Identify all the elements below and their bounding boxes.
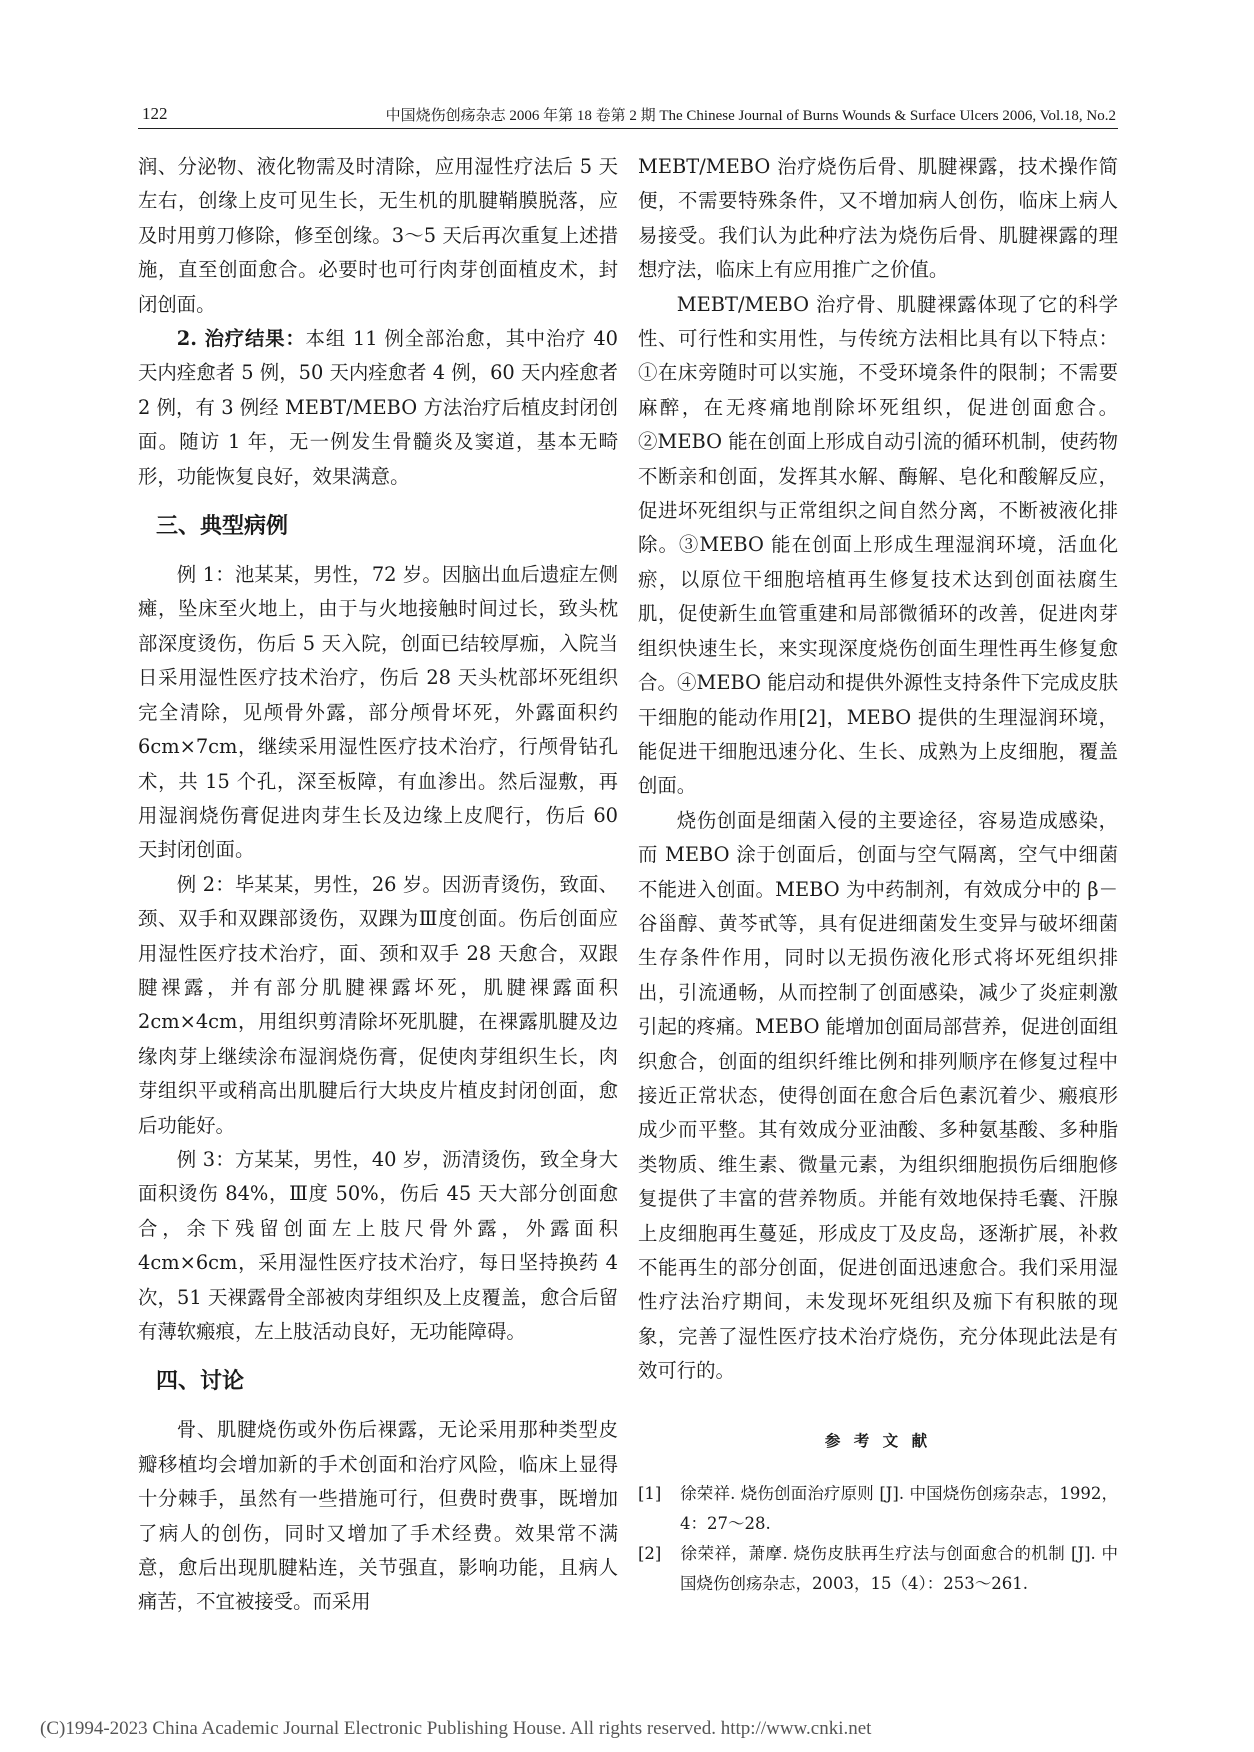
- copyright-footer: (C)1994-2023 China Academic Journal Electronic Publishing House. All rights reserved. http://www.cnki.net: [40, 1718, 872, 1739]
- running-header: 中国烧伤创疡杂志 2006 年第 18 卷第 2 期 The Chinese Journal of Burns Wounds & Surface Ulcers 2006, Vol.18, No.2: [385, 108, 1116, 124]
- reference-2-number: [2]: [638, 1543, 662, 1563]
- section-heading-cases: 三、典型病例: [156, 514, 289, 540]
- paragraph-method-continued: 润、分泌物、液化物需及时清除，应用湿性疗法后 5 天左右，创缘上皮可见生长，无生机的肌腱鞘膜脱落，应及时用剪刀修除，修至创缘。3～5 天后再次重复上述措施，直至创面愈合。必要时也可行肉芽创面植皮术，封闭创面。: [138, 155, 618, 316]
- results-label: 2. 治疗结果：: [176, 327, 306, 351]
- reference-2: [638, 1539, 1118, 1599]
- section-heading-discussion: 四、讨论: [156, 1369, 245, 1395]
- discussion-paragraph-1: 骨、肌腱烧伤或外伤后裸露，无论采用那种类型皮瓣移植均会增加新的手术创面和治疗风险，临床上显得十分棘手，虽然有一些措施可行，但费时费事，既增加了病人的创伤，同时又增加了手术经费。效果常不满意，愈后出现肌腱粘连，关节强直，影响功能，且病人痛苦，不宜被接受。而采用: [138, 1418, 618, 1614]
- page-number: 122: [142, 104, 168, 123]
- results-text: 本组 11 例全部治愈，其中治疗 40 天内痊愈者 5 例，50 天内痊愈者 4 例，60 天内痊愈者 2 例，有 3 例经 MEBT/MEBO 方法治疗后植皮封闭创面。随访 1 年，无一例发生骨髓炎及窦道，基本无畸形，功能恢复良好，效果满意。: [138, 327, 618, 488]
- case-2: 例 2：毕某某，男性，26 岁。因沥青烫伤，致面、颈、双手和双踝部烫伤，双踝为Ⅲ度创面。伤后创面应用湿性医疗技术治疗，面、颈和双手 28 天愈合，双跟腱裸露，并有部分肌腱裸露坏死，肌腱裸露面积 2cm×4cm，用组织剪清除坏死肌腱，在裸露肌腱及边缘肉芽上继续涂布湿润烧伤膏，促使肉芽组织生长，肉芽组织平或稍高出肌腱后行大块皮片植皮封闭创面，愈后功能好。: [138, 872, 618, 1137]
- reference-1-text: 徐荣祥. 烧伤创面治疗原则 [J]. 中国烧伤创疡杂志，1992，4：27～28.: [680, 1483, 1118, 1533]
- case-3: 例 3：方某某，男性，40 岁，沥清烫伤，致全身大面积烫伤 84%，Ⅲ度 50%，伤后 45 天大部分创面愈合，余下残留创面左上肢尺骨外露，外露面积 4cm×6cm，采用湿性医疗技术治疗，每日坚持换药 4 次，51 天裸露骨全部被肉芽组织及上皮覆盖，愈合后留有薄软瘢痕，左上肢活动良好，无功能障碍。: [138, 1147, 618, 1343]
- discussion-paragraph-3: 烧伤创面是细菌入侵的主要途径，容易造成感染，而 MEBO 涂于创面后，创面与空气隔离，空气中细菌不能进入创面。MEBO 为中药制剂，有效成分中的 β－谷甾醇、黄芩甙等，具有促进细菌发生变异与破坏细菌生存条件作用，同时以无损伤液化形式将坏死组织排出，引流通畅，从而控制了创面感染，减少了炎症刺激引起的疼痛。MEBO 能增加创面局部营养，促进创面组织愈合，创面的组织纤维比例和排列顺序在修复过程中接近正常状态，使得创面在愈合后色素沉着少、瘢痕形成少而平整。其有效成分亚油酸、多种氨基酸、多种脂类物质、维生素、微量元素，为组织细胞损伤后细胞修复提供了丰富的营养物质。并能有效地保持毛囊、汗腺上皮细胞再生蔓延，形成皮丁及皮岛，逐渐扩展，补救不能再生的部分创面，促进创面迅速愈合。我们采用湿性疗法治疗期间，未发现坏死组织及痂下有积脓的现象，完善了湿性医疗技术治疗烧伤，充分体现此法是有效可行的。: [638, 808, 1118, 1383]
- paragraph-results: [138, 322, 618, 494]
- reference-1: [638, 1479, 1118, 1539]
- case-1: 例 1：池某某，男性，72 岁。因脑出血后遗症左侧瘫，坠床至火地上，由于与火地接触时间过长，致头枕部深度烫伤，伤后 5 天入院，创面已结较厚痂，入院当日采用湿性医疗技术治疗，伤后 28 天头枕部坏死组织完全清除，见颅骨外露，部分颅骨坏死，外露面积约 6cm×7cm，继续采用湿性医疗技术治疗，行颅骨钻孔术，共 15 个孔，深至板障，有血渗出。然后湿敷，再用湿润烧伤膏促进肉芽生长及边缘上皮爬行，伤后 60 天封闭创面。: [138, 563, 618, 862]
- left-column: [138, 150, 618, 1620]
- header-rule: [138, 128, 1118, 129]
- discussion-paragraph-1-cont: MEBT/MEBO 治疗烧伤后骨、肌腱裸露，技术操作简便，不需要特殊条件，又不增加病人创伤，临床上病人易接受。我们认为此种疗法为烧伤后骨、肌腱裸露的理想疗法，临床上有应用推广之价值。: [638, 155, 1118, 282]
- reference-1-number: [1]: [638, 1483, 662, 1503]
- discussion-paragraph-2: MEBT/MEBO 治疗骨、肌腱裸露体现了它的科学性、可行性和实用性，与传统方法相比具有以下特点：①在床旁随时可以实施，不受环境条件的限制；不需要麻醉，在无疼痛地削除坏死组织，促进创面愈合。②MEBO 能在创面上形成自动引流的循环机制，使药物不断亲和创面，发挥其水解、酶解、皂化和酸解反应，促进坏死组织与正常组织之间自然分离，不断被液化排除。③MEBO 能在创面上形成生理湿润环境，活血化瘀，以原位干细胞培植再生修复技术达到创面祛腐生肌，促使新生血管重建和局部微循环的改善，促进肉芽组织快速生长，来实现深度烧伤创面生理性再生修复愈合。④MEBO 能启动和提供外源性支持条件下完成皮肤干细胞的能动作用[2]，MEBO 提供的生理湿润环境，能促进干细胞迅速分化、生长、成熟为上皮细胞，覆盖创面。: [638, 292, 1118, 798]
- references-heading: 参 考 文 献: [824, 1431, 932, 1450]
- right-column: [638, 150, 1118, 1599]
- reference-2-text: 徐荣祥，萧摩. 烧伤皮肤再生疗法与创面愈合的机制 [J]. 中国烧伤创疡杂志，2003，15（4）：253～261.: [680, 1543, 1118, 1593]
